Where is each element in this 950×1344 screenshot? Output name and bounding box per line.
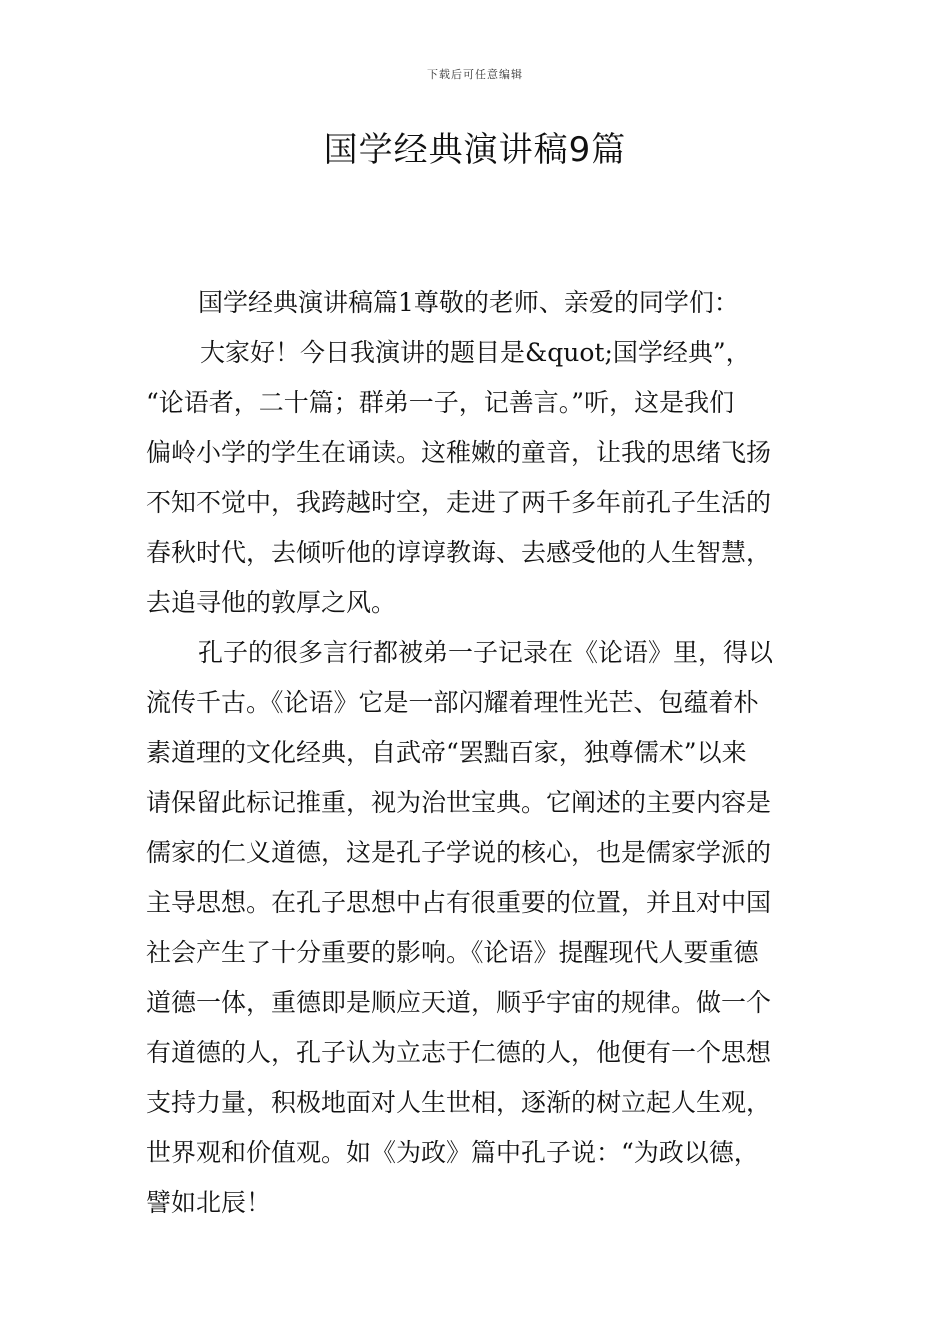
paragraph-line: 支持力量，积极地面对人生世相，逐渐的树立起人生观， bbox=[146, 1088, 772, 1117]
paragraph-line: 不知不觉中，我跨越时空，走进了两千多年前孔子生活的 bbox=[146, 488, 772, 517]
paragraph-line: 主导思想。在孔子思想中占有很重要的位置，并且对中国 bbox=[146, 888, 772, 917]
paragraph-line: 请保留此标记推重，视为治世宝典。它阐述的主要内容是 bbox=[146, 788, 772, 817]
paragraph-line: 有道德的人，孔子认为立志于仁德的人，他便有一个思想 bbox=[146, 1038, 772, 1067]
paragraph-line: 素道理的文化经典，自武帝“罢黜百家，独尊儒术”以来 bbox=[146, 738, 747, 767]
paragraph-line: 世界观和价值观。如《为政》篇中孔子说：“为政以德， bbox=[146, 1138, 759, 1167]
document-title: 国学经典演讲稿9篇 bbox=[323, 130, 627, 170]
paragraph-line: 去追寻他的敦厚之风。 bbox=[146, 588, 397, 617]
paragraph-line: “论语者，二十篇；群弟一子，记善言。”听，这是我们 bbox=[146, 388, 735, 417]
paragraph-line: 社会产生了十分重要的影响。《论语》提醒现代人要重德 bbox=[146, 938, 759, 967]
paragraph-line: 儒家的仁义道德，这是孔子学说的核心，也是儒家学派的 bbox=[146, 838, 772, 867]
paragraph-line: 国学经典演讲稿篇1尊敬的老师、亲爱的同学们： bbox=[198, 288, 739, 317]
paragraph-line: 偏岭小学的学生在诵读。这稚嫩的童音，让我的思绪飞扬 bbox=[146, 438, 772, 467]
paragraph-line: 道德一体，重德即是顺应天道，顺乎宇宙的规律。做一个 bbox=[146, 988, 772, 1017]
paragraph-line: 譬如北辰！ bbox=[146, 1188, 272, 1217]
paragraph-line: 孔子的很多言行都被弟一子记录在《论语》里，得以 bbox=[198, 638, 774, 667]
paragraph-line: 流传千古。《论语》它是一部闪耀着理性光芒、包蕴着朴 bbox=[146, 688, 759, 717]
header-note: 下载后可任意编辑 bbox=[427, 68, 523, 81]
paragraph-line: 春秋时代，去倾听他的谆谆教诲、去感受他的人生智慧， bbox=[146, 538, 772, 567]
paragraph-line: 大家好！今日我演讲的题目是&quot;国学经典”， bbox=[200, 338, 751, 367]
document-body bbox=[146, 278, 806, 1228]
